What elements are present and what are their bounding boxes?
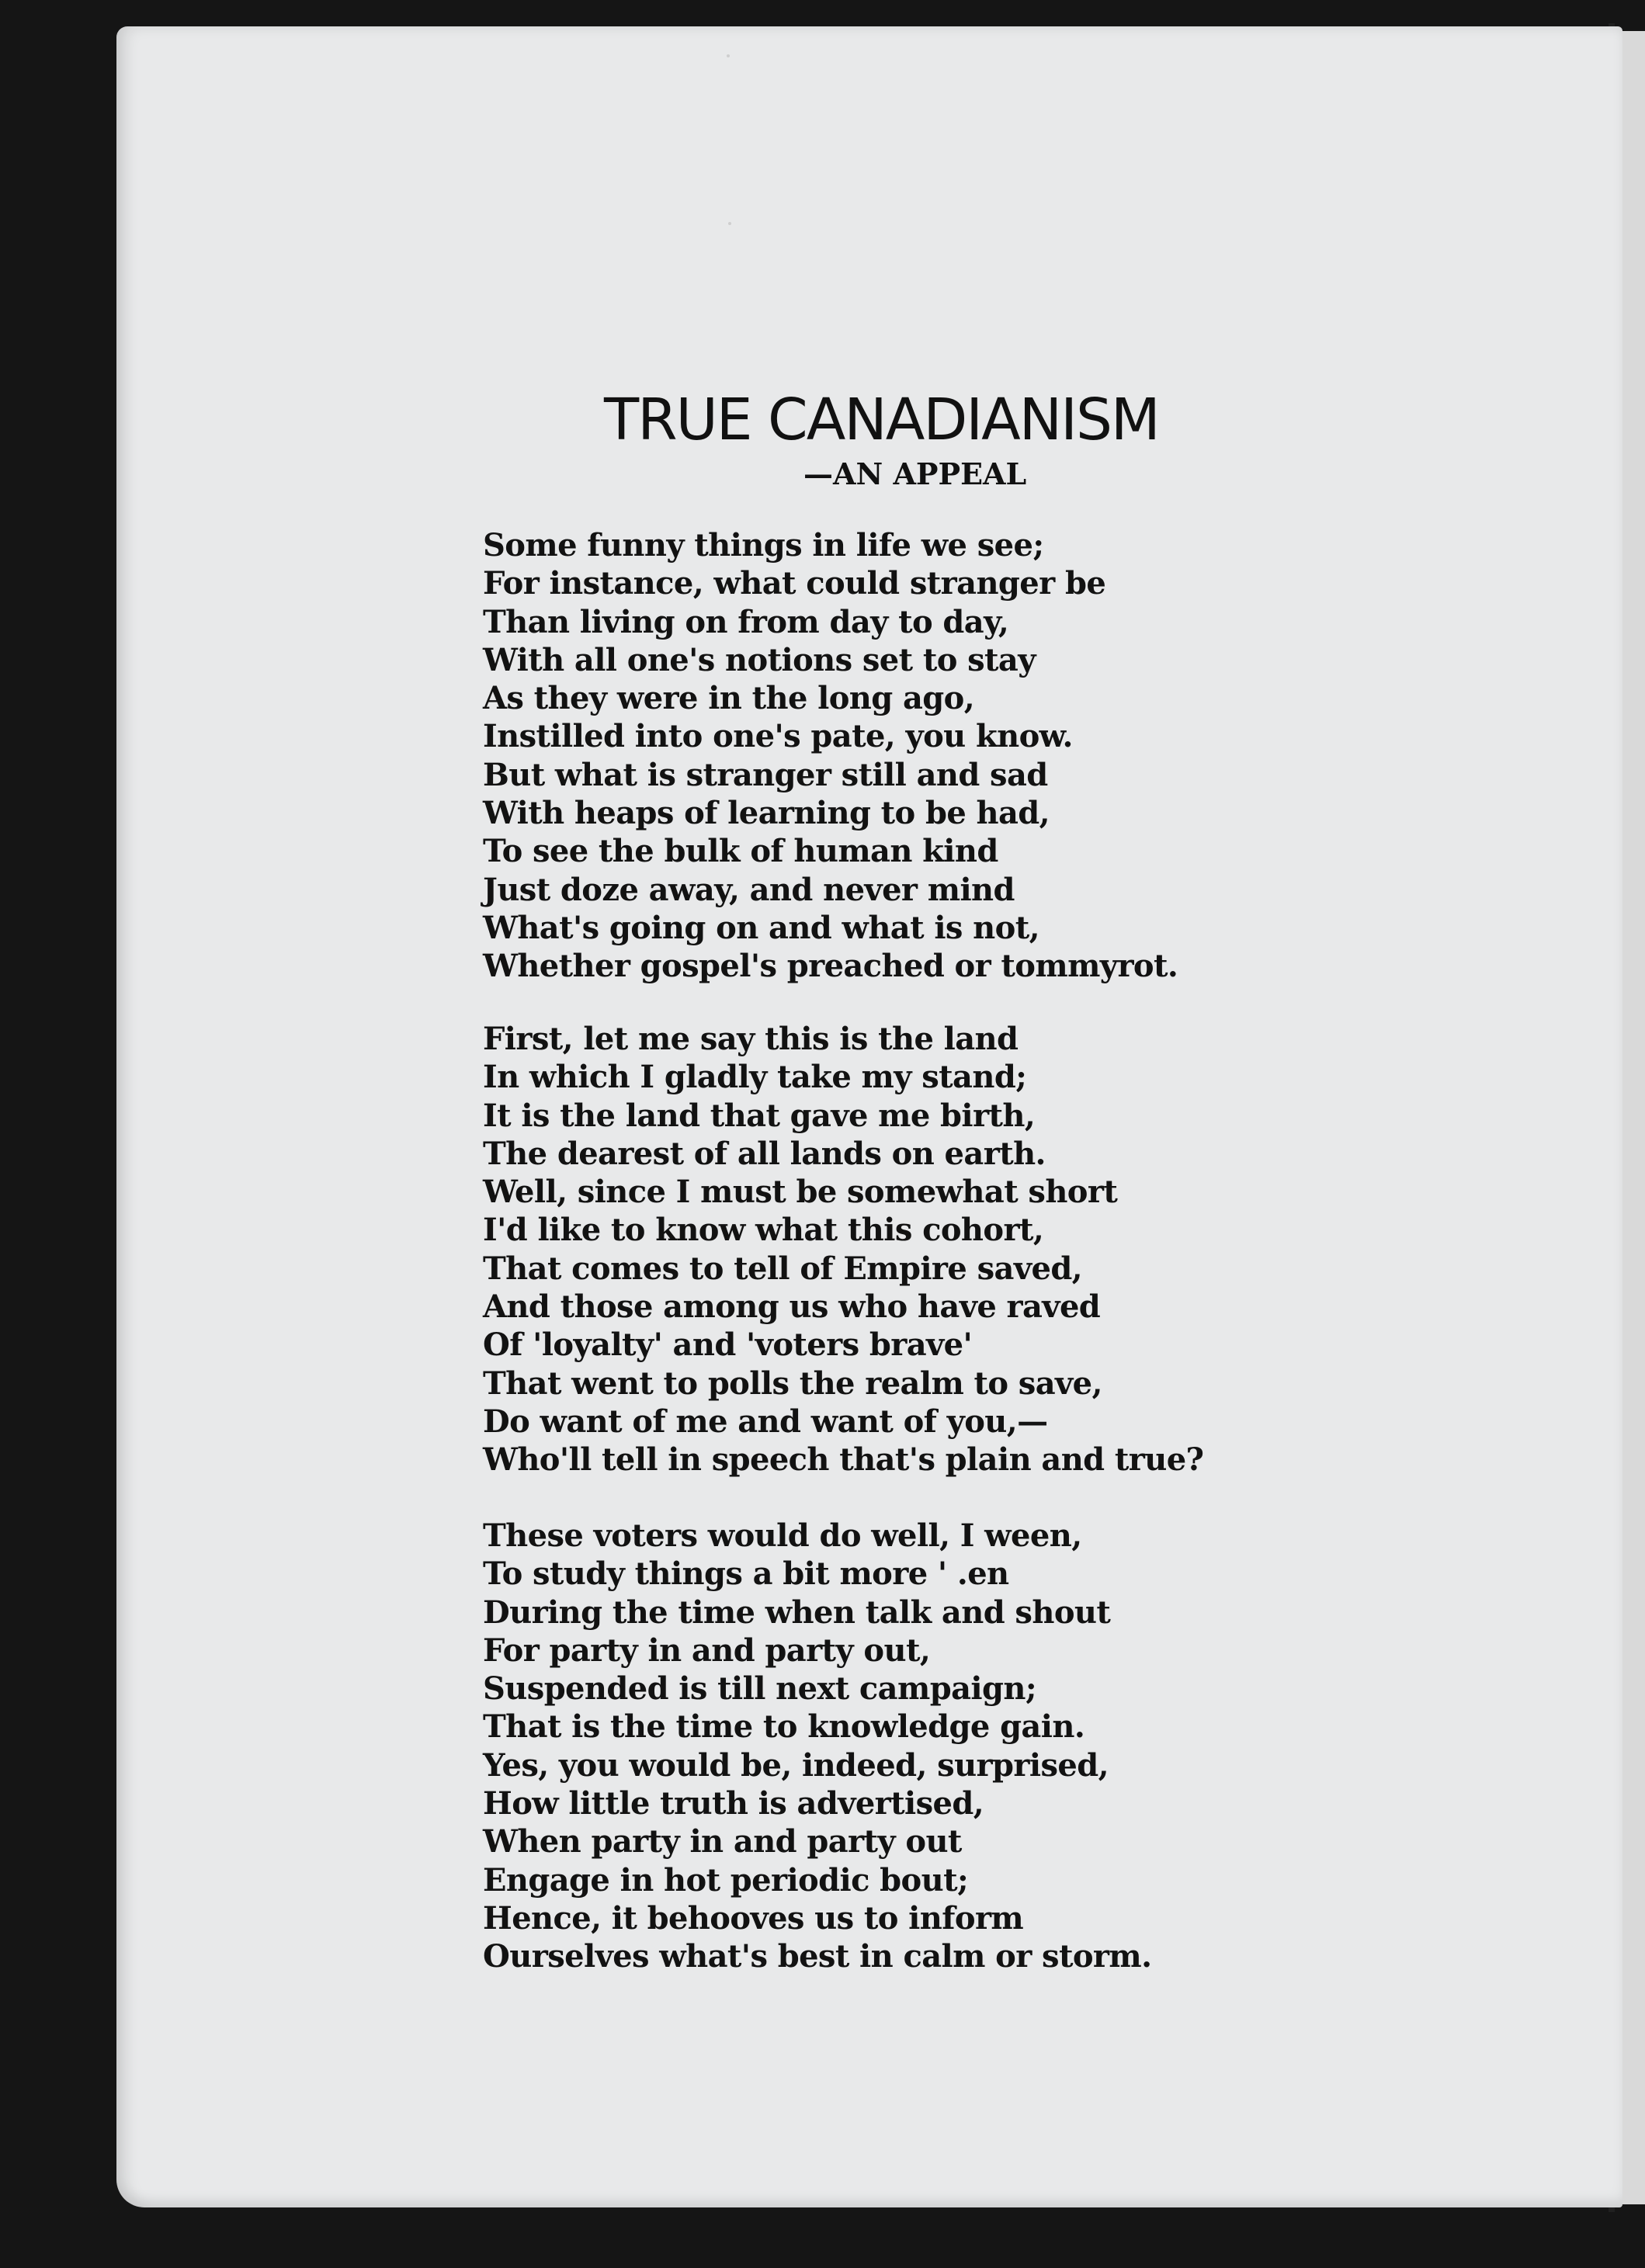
poem-line: Do want of me and want of you,—: [483, 1403, 1048, 1440]
poem-line: To see the bulk of human kind: [483, 833, 998, 870]
page-speck: [727, 54, 730, 57]
poem-line: Yes, you would be, indeed, surprised,: [483, 1746, 1109, 1784]
poem-line: Well, since I must be somewhat short: [483, 1174, 1118, 1211]
poem-line: But what is stranger still and sad: [483, 756, 1048, 793]
poem-subtitle: —AN APPEAL: [803, 456, 1027, 491]
poem-line: As they were in the long ago,: [483, 680, 975, 717]
poem-title: TRUE CANADIANISM: [604, 387, 1159, 453]
poem-line: To study things a bit more ' .en: [483, 1555, 1009, 1593]
poem-line: Instilled into one's pate, you know.: [483, 718, 1073, 755]
poem-line: That comes to tell of Empire saved,: [483, 1250, 1083, 1287]
poem-line: That is the time to knowledge gain.: [483, 1708, 1085, 1746]
stanza-1: [483, 526, 1178, 986]
poem-line: How little truth is advertised,: [483, 1785, 984, 1822]
poem-line: Just doze away, and never mind: [483, 871, 1015, 908]
poem-line: Ourselves what's best in calm or storm.: [483, 1938, 1152, 1975]
poem-line: It is the land that gave me birth,: [483, 1097, 1036, 1134]
poem-line: When party in and party out: [483, 1823, 962, 1861]
poem-line: Some funny things in life we see;: [483, 527, 1044, 564]
poem-line: Hence, it behooves us to inform: [483, 1899, 1024, 1937]
poem-line: Who'll tell in speech that's plain and true?: [483, 1441, 1204, 1479]
poem-line: In which I gladly take my stand;: [483, 1059, 1027, 1096]
poem-line: For instance, what could stranger be: [483, 565, 1106, 602]
poem-line: Suspended is till next campaign;: [483, 1670, 1037, 1708]
poem-line: With all one's notions set to stay: [483, 641, 1036, 678]
poem-line: That went to polls the realm to save,: [483, 1365, 1102, 1402]
poem-line: Than living on from day to day,: [483, 603, 1009, 640]
poem-line: Whether gospel's preached or tommyrot.: [483, 948, 1178, 985]
poem-line: These voters would do well, I ween,: [483, 1517, 1082, 1554]
stanza-3: [483, 1517, 1151, 1976]
poem-line: First, let me say this is the land: [483, 1021, 1019, 1057]
stanza-2: [483, 1020, 1203, 1479]
poem-line: With heaps of learning to be had,: [483, 795, 1050, 832]
page-speck: [728, 222, 731, 225]
poem-line: During the time when talk and shout: [483, 1593, 1111, 1631]
poem-line: I'd like to know what this cohort,: [483, 1212, 1044, 1249]
poem-line: Engage in hot periodic bout;: [483, 1861, 969, 1899]
poem-line: The dearest of all lands on earth.: [483, 1135, 1046, 1172]
poem-line: What's going on and what is not,: [483, 909, 1039, 946]
poem-line: And those among us who have raved: [483, 1288, 1101, 1326]
poem-line: For party in and party out,: [483, 1632, 931, 1669]
poem-line: Of 'loyalty' and 'voters brave': [483, 1326, 973, 1364]
